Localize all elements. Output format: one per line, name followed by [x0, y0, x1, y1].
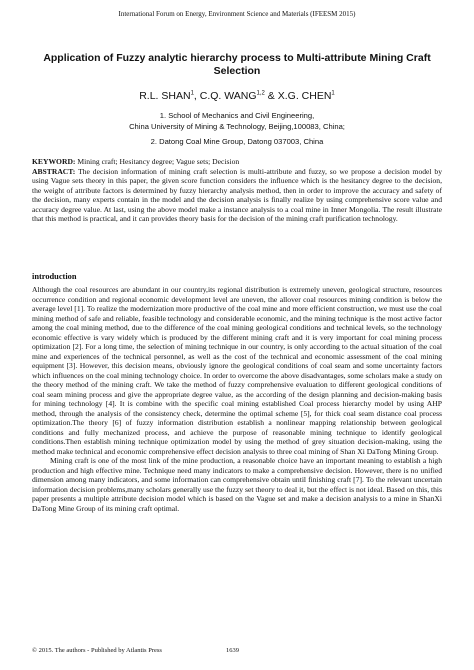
author-name: X.G. CHEN: [277, 90, 332, 102]
affiliation-line: China University of Mining & Technology, Beijing,100083, China;: [129, 122, 345, 131]
abstract-text: The decision information of mining craft selection is multi-attribute and fuzzy, so we propose a decision model by using Vague sets theory in this paper, the given score function considers the influence which is the hesitancy degree to the decision, the weight of attribute factors is determined by fuzzy hierarchy analysis method, then in order to improve the accuracy and safety of the decision, many experts contain in the model and the decision analysis is finally realize by using comprehensive score value and accuracy degree value. At last, using the above model make a instance analysis to a coal mine in Inner Mongolia. The result illustrate that this method is practical, and it can provides theory basis for the decision of the mining craft purification technology.: [32, 166, 443, 223]
keywords-block: [32, 157, 442, 224]
body-paragraph: Mining craft is one of the most link of the mine production, a reasonable choice have an important meaning to establish a high production and high effective mine. Technique need many indicators to make a comprehensive decision. However, there is no unified dimension among many indicators, and some information can comprehensive obtain until finishing craft [7]. To the relevant uncertain information decision problems,many scholars generally use the fuzzy set theory to deal it, but the effect is not ideal. Based on this, this paper presents a multiple attribute decision model which is based on the Vague set and make a decision analysis to a mine in ShanXi DaTong Mine Group of its mining craft optimal.: [32, 456, 442, 513]
body-paragraph: Although the coal resources are abundant in our country,its regional distribution is extremely uneven, geological structure, resources occurrence condition and regional economic development level are uneven, the allover coal resources mining condition is below the average level [1]. To realize the modernization more productive of the coal mine and more efficient construction, we must use the coal mining method of safe and reliable, feasible technology and considerable economic, and the mining technique is the most active factor among the coal mining method, due to the difference of the coal mining geological conditions and technical levels, so the technology economic effective is vary widely which is produced by the different mining craft and it is very important for coal mining process optimization [2]. For a long time, the selection of mining technique in our country, is only according to the actual situation of the coal mine and experiences of the technical personnel, as well as the cost of the technical and economic assessment of the coal mining equipment [3]. However, this decision means, obviously ignore the geological conditions of coal seam and some uncertainty factors which influences on the coal mining technology choice. In order to overcome the above disadvantages, some scholars make a study on the theory method of the mining craft. We take the method of fuzzy comprehensive evaluation to different geological conditions of coal seam mining process and give the appropriate degree value, as the according of the design planning and decision-making basis for mining technology [4]. It is combine with the specific coal mining established Coal process hierarchy model by using AHP method, through the analysis of the consistency check, determine the optimal scheme [5], for thick coal seam distance coal process optimization.The theory [6] of fuzzy information distribution establish a nonlinear mapping relationship between geological conditions and fully mechanized process, and achieve the purpose of reasonable mining technique to identify geological conditions.Then establish mining technique optimization model by using the method of grey situation decision-making, using the method make technical and economic comprehensive effect decision analysis to three coal mining of Shan Xi DaTong Mining Group.: [32, 285, 442, 456]
body-paragraphs: [32, 285, 442, 513]
author-affiliation-mark: 1: [190, 90, 194, 97]
keywords-label: KEYWORD:: [32, 157, 76, 166]
affiliation-line: 1. School of Mechanics and Civil Engineering,: [159, 111, 315, 120]
abstract-label: ABSTRACT:: [32, 166, 76, 176]
conference-header: International Forum on Energy, Environment Science and Materials (IFEESM 2015): [118, 10, 356, 18]
author-affiliation-mark: 1: [331, 90, 335, 97]
author-separator: &: [264, 90, 278, 102]
author-affiliation-mark: 1,2: [256, 90, 265, 97]
affiliation-line: 2. Datong Coal Mine Group, Datong 037003, China: [150, 137, 324, 146]
author-line: [0, 90, 474, 102]
section-heading: introduction: [32, 272, 77, 281]
author-name: C.Q. WANG: [199, 90, 257, 102]
keywords-text: Mining craft; Hesitancy degree; Vague sets; Decision: [77, 157, 240, 166]
page-number: 1639: [226, 647, 239, 654]
author-separator: ,: [193, 90, 200, 102]
paper-title: Application of Fuzzy analytic hierarchy process to Multi-attribute Mining Craft Selection: [43, 52, 431, 77]
copyright-footer: © 2015. The authors - Published by Atlantis Press: [32, 647, 162, 654]
author-name: R.L. SHAN: [139, 90, 191, 102]
